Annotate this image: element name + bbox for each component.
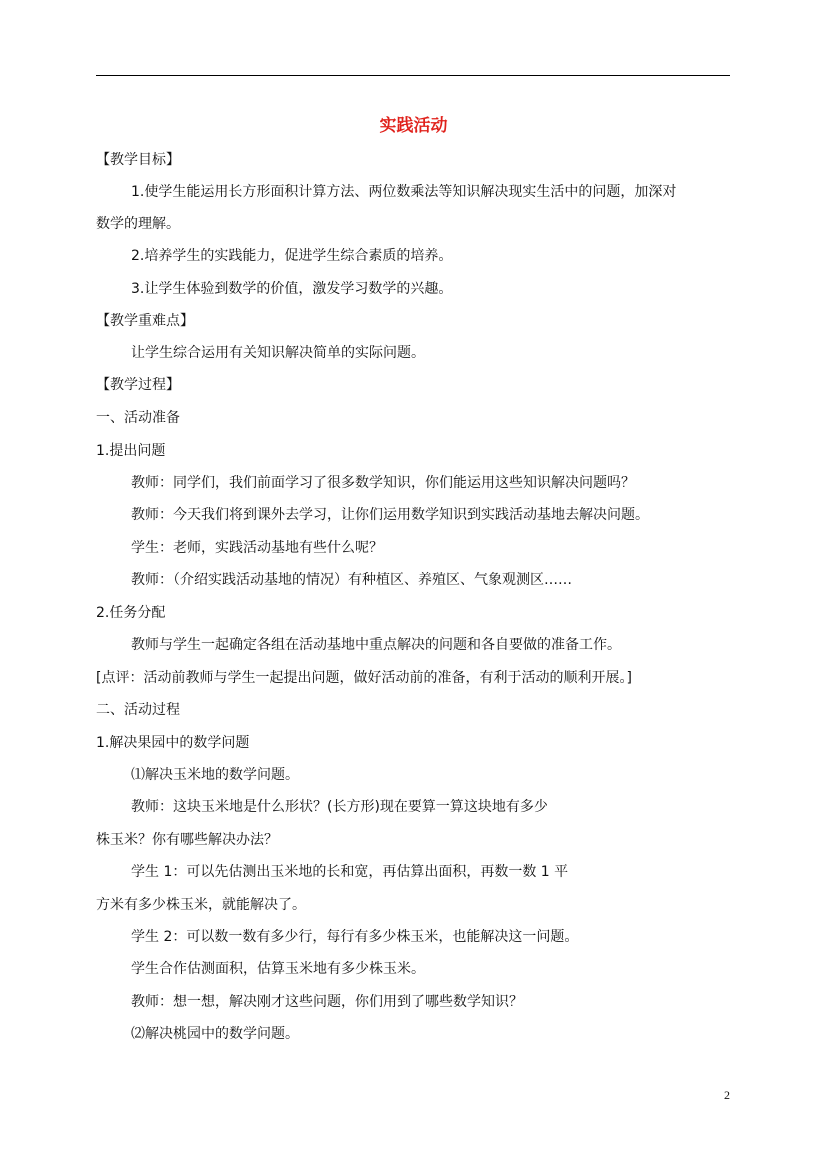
paragraph-line: 方米有多少株玉米，就能解决了。 [96,897,306,913]
paragraph-line: 教师：今天我们将到课外去学习，让你们运用数学知识到实践活动基地去解决问题。 [131,507,649,523]
paragraph-line: 学生合作估测面积，估算玉米地有多少株玉米。 [131,961,425,977]
paragraph-line: 教师：（介绍实践活动基地的情况）有种植区、养殖区、气象观测区…… [131,572,572,588]
paragraph-line: ⑵解决桃园中的数学问题。 [131,1026,299,1042]
section-heading-objectives: 【教学目标】 [96,152,180,168]
paragraph-line: 3.让学生体验到数学的价值，激发学习数学的兴趣。 [131,281,453,297]
paragraph-line: 数学的理解。 [96,216,180,232]
comment-line: [点评：活动前教师与学生一起提出问题，做好活动前的准备，有利于活动的顺利开展。] [96,670,632,686]
subheading: 1.解决果园中的数学问题 [96,735,250,751]
paragraph-line: 教师：同学们，我们前面学习了很多数学知识，你们能运用这些知识解决问题吗？ [131,475,635,491]
paragraph-line: 学生 1：可以先估测出玉米地的长和宽，再估算出面积，再数一数 1 平 [131,864,569,880]
page-number: 2 [724,1088,730,1102]
paragraph-line: 教师：这块玉米地是什么形状？(长方形)现在要算一算这块地有多少 [131,799,548,815]
subheading: 2.任务分配 [96,605,166,621]
paragraph-line: 让学生综合运用有关知识解决简单的实际问题。 [131,345,425,361]
header-rule [96,75,730,76]
paragraph-line: 2.培养学生的实践能力，促进学生综合素质的培养。 [131,248,453,264]
paragraph-line: 学生 2：可以数一数有多少行，每行有多少株玉米，也能解决这一问题。 [131,929,579,945]
paragraph-line: ⑴解决玉米地的数学问题。 [131,767,299,783]
subheading: 一、活动准备 [96,410,180,426]
section-heading-process: 【教学过程】 [96,377,180,393]
paragraph-line: 教师与学生一起确定各组在活动基地中重点解决的问题和各自要做的准备工作。 [131,637,621,653]
paragraph-line: 教师：想一想，解决刚才这些问题，你们用到了哪些数学知识？ [131,994,523,1010]
paragraph-line: 1.使学生能运用长方形面积计算方法、两位数乘法等知识解决现实生活中的问题，加深对 [131,184,677,200]
subheading: 二、活动过程 [96,702,180,718]
section-heading-keypoints: 【教学重难点】 [96,313,194,329]
paragraph-line: 株玉米？你有哪些解决办法？ [96,832,278,848]
paragraph-line: 学生：老师，实践活动基地有些什么呢？ [131,540,383,556]
page-title: 实践活动 [379,116,448,136]
subheading: 1.提出问题 [96,443,166,459]
